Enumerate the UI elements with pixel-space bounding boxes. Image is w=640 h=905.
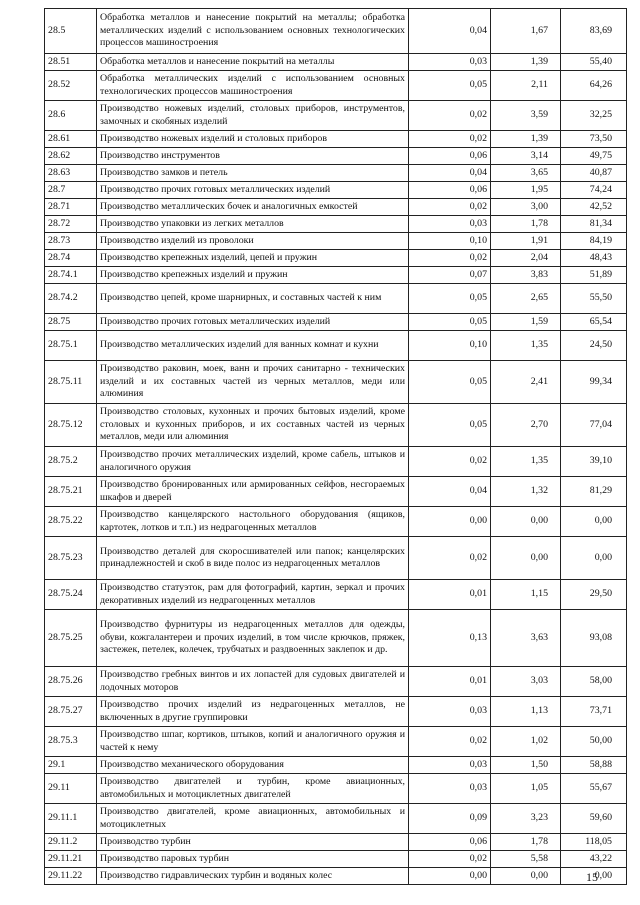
table-row	[45, 101, 627, 131]
code-cell: 28.75.25	[45, 610, 97, 667]
value-2-cell: 3,03	[491, 667, 561, 697]
code-cell: 28.51	[45, 54, 97, 71]
table-row	[45, 404, 627, 447]
value-3-cell: 99,34	[561, 361, 627, 404]
table-row	[45, 250, 627, 267]
value-1-cell: 0,04	[409, 165, 491, 182]
name-cell: Производство статуэток, рам для фотографий, картин, зеркал и прочих декоративных изделий из недрагоценных металлов	[97, 580, 409, 610]
table-row	[45, 131, 627, 148]
value-3-cell: 48,43	[561, 250, 627, 267]
value-3-cell: 51,89	[561, 267, 627, 284]
table-row	[45, 834, 627, 851]
table-body	[45, 9, 627, 885]
code-cell: 28.75.1	[45, 331, 97, 361]
value-2-cell: 2,41	[491, 361, 561, 404]
code-cell: 28.75.12	[45, 404, 97, 447]
name-cell: Производство замков и петель	[97, 165, 409, 182]
value-2-cell: 3,65	[491, 165, 561, 182]
code-cell: 28.63	[45, 165, 97, 182]
name-cell: Производство паровых турбин	[97, 851, 409, 868]
code-cell: 28.75.2	[45, 447, 97, 477]
name-cell: Обработка металлических изделий с использованием основных технологических процессов машиностроения	[97, 71, 409, 101]
name-cell: Производство металлических бочек и аналогичных емкостей	[97, 199, 409, 216]
value-3-cell: 58,00	[561, 667, 627, 697]
value-1-cell: 0,02	[409, 851, 491, 868]
value-3-cell: 73,50	[561, 131, 627, 148]
table-row	[45, 314, 627, 331]
code-cell: 28.75.3	[45, 727, 97, 757]
value-3-cell: 42,52	[561, 199, 627, 216]
table-row	[45, 851, 627, 868]
value-1-cell: 0,06	[409, 148, 491, 165]
name-cell: Производство канцелярского настольного оборудования (ящиков, картотек, лотков и т.п.) из недрагоценных металлов	[97, 507, 409, 537]
table-row	[45, 477, 627, 507]
value-2-cell: 3,00	[491, 199, 561, 216]
value-1-cell: 0,02	[409, 250, 491, 267]
value-3-cell: 32,25	[561, 101, 627, 131]
name-cell: Производство бронированных или армированных сейфов, несгораемых шкафов и дверей	[97, 477, 409, 507]
value-1-cell: 0,00	[409, 507, 491, 537]
value-1-cell: 0,10	[409, 233, 491, 250]
table-row	[45, 199, 627, 216]
table-row	[45, 216, 627, 233]
value-1-cell: 0,03	[409, 697, 491, 727]
name-cell: Производство прочих готовых металлических изделий	[97, 182, 409, 199]
table-row	[45, 804, 627, 834]
value-1-cell: 0,09	[409, 804, 491, 834]
value-3-cell: 55,67	[561, 774, 627, 804]
value-3-cell: 65,54	[561, 314, 627, 331]
code-cell: 29.11.2	[45, 834, 97, 851]
code-cell: 28.75.23	[45, 537, 97, 580]
value-1-cell: 0,05	[409, 71, 491, 101]
value-2-cell: 1,78	[491, 216, 561, 233]
value-2-cell: 3,83	[491, 267, 561, 284]
name-cell: Производство раковин, моек, ванн и прочих санитарно - технических изделий и их составных частей из черных металлов, меди или алюминия	[97, 361, 409, 404]
value-1-cell: 0,03	[409, 54, 491, 71]
table-row	[45, 284, 627, 314]
table-row	[45, 71, 627, 101]
value-2-cell: 1,32	[491, 477, 561, 507]
value-3-cell: 0,00	[561, 868, 627, 885]
value-1-cell: 0,02	[409, 101, 491, 131]
code-cell: 28.74	[45, 250, 97, 267]
value-1-cell: 0,10	[409, 331, 491, 361]
value-1-cell: 0,02	[409, 537, 491, 580]
value-1-cell: 0,01	[409, 667, 491, 697]
value-3-cell: 24,50	[561, 331, 627, 361]
value-2-cell: 0,00	[491, 537, 561, 580]
value-1-cell: 0,01	[409, 580, 491, 610]
code-cell: 29.11.22	[45, 868, 97, 885]
value-3-cell: 0,00	[561, 507, 627, 537]
value-2-cell: 1,59	[491, 314, 561, 331]
value-3-cell: 50,00	[561, 727, 627, 757]
value-1-cell: 0,05	[409, 314, 491, 331]
name-cell: Производство металлических изделий для ванных комнат и кухни	[97, 331, 409, 361]
value-2-cell: 1,05	[491, 774, 561, 804]
value-3-cell: 55,50	[561, 284, 627, 314]
code-cell: 28.74.1	[45, 267, 97, 284]
value-3-cell: 55,40	[561, 54, 627, 71]
name-cell: Обработка металлов и нанесение покрытий на металлы; обработка металлических изделий с использованием основных технологических процессов машиностроения	[97, 9, 409, 54]
code-cell: 28.5	[45, 9, 97, 54]
code-cell: 28.73	[45, 233, 97, 250]
code-cell: 29.1	[45, 757, 97, 774]
value-2-cell: 1,50	[491, 757, 561, 774]
code-cell: 28.6	[45, 101, 97, 131]
name-cell: Производство прочих металлических изделий, кроме сабель, штыков и аналогичного оружия	[97, 447, 409, 477]
table-row	[45, 774, 627, 804]
table-row	[45, 727, 627, 757]
value-2-cell: 1,15	[491, 580, 561, 610]
name-cell: Производство столовых, кухонных и прочих бытовых изделий, кроме столовых и кухонных приборов, и их составных частей из черных металлов, меди или алюминия	[97, 404, 409, 447]
name-cell: Производство крепежных изделий, цепей и пружин	[97, 250, 409, 267]
code-cell: 29.11.21	[45, 851, 97, 868]
name-cell: Производство гидравлических турбин и водяных колес	[97, 868, 409, 885]
value-2-cell: 5,58	[491, 851, 561, 868]
name-cell: Производство инструментов	[97, 148, 409, 165]
name-cell: Производство фурнитуры из недрагоценных металлов для одежды, обуви, кожгалантереи и прочих изделий, в том числе крючков, пряжек, застежек, петелек, колечек, трубчатых и раздвоенных заклепок и др.	[97, 610, 409, 667]
value-2-cell: 1,78	[491, 834, 561, 851]
value-3-cell: 73,71	[561, 697, 627, 727]
value-1-cell: 0,05	[409, 361, 491, 404]
name-cell: Производство упаковки из легких металлов	[97, 216, 409, 233]
value-1-cell: 0,05	[409, 404, 491, 447]
value-2-cell: 1,39	[491, 54, 561, 71]
value-2-cell: 1,02	[491, 727, 561, 757]
value-2-cell: 0,00	[491, 507, 561, 537]
name-cell: Производство механического оборудования	[97, 757, 409, 774]
value-3-cell: 59,60	[561, 804, 627, 834]
code-cell: 28.75.21	[45, 477, 97, 507]
value-2-cell: 3,14	[491, 148, 561, 165]
value-1-cell: 0,04	[409, 477, 491, 507]
value-3-cell: 93,08	[561, 610, 627, 667]
value-1-cell: 0,06	[409, 182, 491, 199]
table-row	[45, 182, 627, 199]
name-cell: Производство турбин	[97, 834, 409, 851]
table-row	[45, 667, 627, 697]
value-1-cell: 0,03	[409, 216, 491, 233]
name-cell: Производство цепей, кроме шарнирных, и составных частей к ним	[97, 284, 409, 314]
name-cell: Обработка металлов и нанесение покрытий на металлы	[97, 54, 409, 71]
page-number: 15	[586, 870, 598, 884]
table-row	[45, 54, 627, 71]
code-cell: 29.11	[45, 774, 97, 804]
value-3-cell: 118,05	[561, 834, 627, 851]
table-row	[45, 610, 627, 667]
value-2-cell: 2,04	[491, 250, 561, 267]
table-row	[45, 361, 627, 404]
value-3-cell: 29,50	[561, 580, 627, 610]
value-2-cell: 1,35	[491, 447, 561, 477]
table-row	[45, 148, 627, 165]
code-cell: 28.72	[45, 216, 97, 233]
code-cell: 28.75.27	[45, 697, 97, 727]
value-2-cell: 1,35	[491, 331, 561, 361]
value-3-cell: 84,19	[561, 233, 627, 250]
value-1-cell: 0,00	[409, 868, 491, 885]
value-2-cell: 3,63	[491, 610, 561, 667]
name-cell: Производство ножевых изделий, столовых приборов, инструментов, замочных и скобяных изделий	[97, 101, 409, 131]
table-row	[45, 697, 627, 727]
table-row	[45, 233, 627, 250]
value-3-cell: 49,75	[561, 148, 627, 165]
name-cell: Производство крепежных изделий и пружин	[97, 267, 409, 284]
table-row	[45, 447, 627, 477]
code-cell: 28.52	[45, 71, 97, 101]
name-cell: Производство ножевых изделий и столовых приборов	[97, 131, 409, 148]
value-3-cell: 0,00	[561, 537, 627, 580]
value-1-cell: 0,06	[409, 834, 491, 851]
value-1-cell: 0,07	[409, 267, 491, 284]
code-cell: 28.75.11	[45, 361, 97, 404]
value-3-cell: 81,29	[561, 477, 627, 507]
code-cell: 28.61	[45, 131, 97, 148]
value-2-cell: 1,39	[491, 131, 561, 148]
table-row	[45, 507, 627, 537]
value-3-cell: 74,24	[561, 182, 627, 199]
name-cell: Производство прочих готовых металлических изделий	[97, 314, 409, 331]
value-3-cell: 40,87	[561, 165, 627, 182]
value-2-cell: 2,70	[491, 404, 561, 447]
value-3-cell: 39,10	[561, 447, 627, 477]
value-3-cell: 64,26	[561, 71, 627, 101]
value-3-cell: 83,69	[561, 9, 627, 54]
value-1-cell: 0,02	[409, 447, 491, 477]
table-row	[45, 868, 627, 885]
name-cell: Производство прочих изделий из недрагоценных металлов, не включенных в другие группировки	[97, 697, 409, 727]
table-row	[45, 165, 627, 182]
table-row	[45, 580, 627, 610]
table-row	[45, 331, 627, 361]
table-row	[45, 757, 627, 774]
value-1-cell: 0,04	[409, 9, 491, 54]
value-1-cell: 0,02	[409, 727, 491, 757]
code-cell: 28.75.22	[45, 507, 97, 537]
name-cell: Производство гребных винтов и их лопастей для судовых двигателей и лодочных моторов	[97, 667, 409, 697]
value-2-cell: 1,13	[491, 697, 561, 727]
code-cell: 28.62	[45, 148, 97, 165]
value-1-cell: 0,03	[409, 774, 491, 804]
code-cell: 28.71	[45, 199, 97, 216]
value-1-cell: 0,02	[409, 199, 491, 216]
name-cell: Производство изделий из проволоки	[97, 233, 409, 250]
value-2-cell: 3,23	[491, 804, 561, 834]
name-cell: Производство двигателей, кроме авиационных, автомобильных и мотоциклетных	[97, 804, 409, 834]
value-2-cell: 1,91	[491, 233, 561, 250]
code-cell: 28.7	[45, 182, 97, 199]
table-row	[45, 9, 627, 54]
table-row	[45, 537, 627, 580]
code-cell: 28.75	[45, 314, 97, 331]
value-1-cell: 0,03	[409, 757, 491, 774]
value-2-cell: 3,59	[491, 101, 561, 131]
code-cell: 28.75.24	[45, 580, 97, 610]
value-2-cell: 1,95	[491, 182, 561, 199]
name-cell: Производство шпаг, кортиков, штыков, копий и аналогичного оружия и частей к нему	[97, 727, 409, 757]
value-2-cell: 2,65	[491, 284, 561, 314]
value-3-cell: 58,88	[561, 757, 627, 774]
code-cell: 28.75.26	[45, 667, 97, 697]
value-2-cell: 0,00	[491, 868, 561, 885]
value-3-cell: 81,34	[561, 216, 627, 233]
value-2-cell: 1,67	[491, 9, 561, 54]
value-1-cell: 0,13	[409, 610, 491, 667]
value-2-cell: 2,11	[491, 71, 561, 101]
value-1-cell: 0,02	[409, 131, 491, 148]
value-1-cell: 0,05	[409, 284, 491, 314]
table-row	[45, 267, 627, 284]
code-cell: 28.74.2	[45, 284, 97, 314]
value-3-cell: 77,04	[561, 404, 627, 447]
name-cell: Производство двигателей и турбин, кроме авиационных, автомобильных и мотоциклетных двигателей	[97, 774, 409, 804]
rates-table	[44, 8, 627, 885]
code-cell: 29.11.1	[45, 804, 97, 834]
name-cell: Производство деталей для скоросшивателей или папок; канцелярских принадлежностей и скоб в виде полос из недрагоценных металлов	[97, 537, 409, 580]
value-3-cell: 43,22	[561, 851, 627, 868]
